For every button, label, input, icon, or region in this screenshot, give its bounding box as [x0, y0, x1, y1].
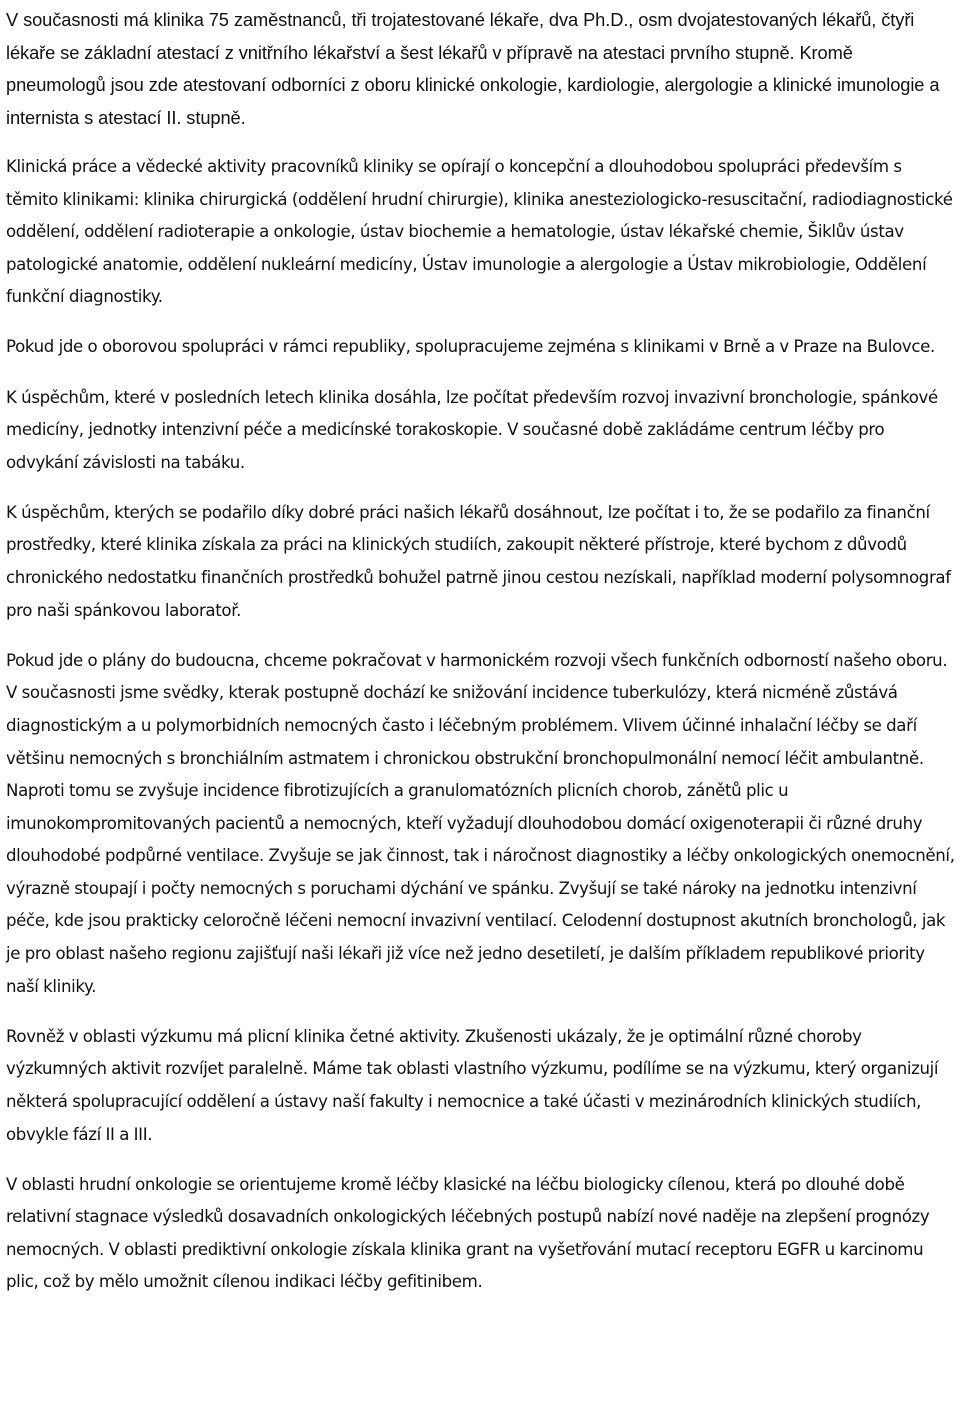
document-page [6, 4, 957, 1317]
paragraph-national-cooperation: Pokud jde o oborovou spolupráci v rámci republiky, spolupracujeme zejména s klinikami v Brně a v Praze na Bulovce. [6, 337, 935, 357]
paragraph-research: Rovněž v oblasti výzkumu má plicní klinika četné aktivity. Zkušenosti ukázaly, že je optimální různé choroby výzkumných aktivit rozvíjet paralelně. Máme tak oblasti vlastního výzkumu, podílíme se na výzkumu, který organizují některá spolupracující oddělení a ústavy naší fakulty i nemocnice a také účasti v mezinárodních klinických studiích, obvykle fází II a III. [6, 1026, 939, 1144]
paragraph-oncology: V oblasti hrudní onkologie se orientujeme kromě léčby klasické na léčbu biologicky cílenou, která po dlouhé době relativní stagnace výsledků dosavadních onkologických léčebných postupů nabízí nové naděje na zlepšení prognózy nemocných. V oblasti prediktivní onkologie získala klinika grant na vyšetřování mutací receptoru EGFR u karcinomu plic, což by mělo umožnit cílenou indikaci léčby gefitinibem. [6, 1174, 930, 1292]
paragraph-staff: V současnosti má klinika 75 zaměstnanců, tři trojatestované lékaře, dva Ph.D., osm dvojatestovaných lékařů, čtyři lékaře se základní atestací z vnitřního lékařství a šest lékařů v přípravě na atestaci prvního stupně. Kromě pneumologů jsou zde atestovaní odborníci z oboru klinické onkologie, kardiologie, alergologie a klinické imunologie a internista s atestací II. stupně. [6, 9, 940, 128]
paragraph-equipment: K úspěchům, kterých se podařilo díky dobré práci našich lékařů dosáhnout, lze počítat i to, že se podařilo za finanční prostředky, které klinika získala za práci na klinických studiích, zakoupit některé přístroje, které bychom z důvodů chronického nedostatku finančních prostředků bohužel patrně jinou cestou nezískali, například moderní polysomnograf pro naši spánkovou laboratoř. [6, 502, 951, 620]
paragraph-achievements: K úspěchům, které v posledních letech klinika dosáhla, lze počítat především rozvoj invazivní bronchologie, spánkové medicíny, jednotky intenzivní péče a medicínské torakoskopie. V současné době zakládáme centrum léčby pro odvykání závislosti na tabáku. [6, 387, 938, 472]
paragraph-future-plans: Pokud jde o plány do budoucna, chceme pokračovat v harmonickém rozvoji všech funkčních odborností našeho oboru. V současnosti jsme svědky, kterak postupně dochází ke snižování incidence tuberkulózy, která nicméně zůstává diagnostickým a u polymorbidních nemocných často i léčebným problémem. Vlivem účinné inhalační léčby se daří většinu nemocných s bronchiálním astmatem i chronickou obstrukční bronchopulmonální nemocí léčit ambulantně. Naproti tomu se zvyšuje incidence fibrotizujících a granulomatózních plicních chorob, zánětů plic u imunokompromitovaných pacientů a nemocných, kteří vyžadují dlouhodobou domácí oxigenoterapii či různé druhy dlouhodobé podpůrné ventilace. Zvyšuje se jak činnost, tak i náročnost diagnostiky a léčby onkologických onemocnění, výrazně stoupají i počty nemocných s poruchami dýchání ve spánku. Zvyšují se také nároky na jednotku intenzivní péče, kde jsou prakticky celoročně léčeni nemocní invazivní ventilací. Celodenní dostupnost akutních bronchologů, jak je pro oblast našeho regionu zajišťují naši lékaři již více než jedno desetiletí, je dalším příkladem republikové priority naší kliniky. [6, 650, 955, 996]
paragraph-cooperation-clinics: Klinická práce a vědecké aktivity pracovníků kliniky se opírají o koncepční a dlouhodobou spolupráci především s těmito klinikami: klinika chirurgická (oddělení hrudní chirurgie), klinika anesteziologicko-resuscitační, radiodiagnostické oddělení, oddělení radioterapie a onkologie, ústav biochemie a hematologie, ústav lékařské chemie, Šiklův ústav patologické anatomie, oddělení nukleární medicíny, Ústav imunologie a alergologie a Ústav mikrobiologie, Oddělení funkční diagnostiky. [6, 157, 953, 307]
